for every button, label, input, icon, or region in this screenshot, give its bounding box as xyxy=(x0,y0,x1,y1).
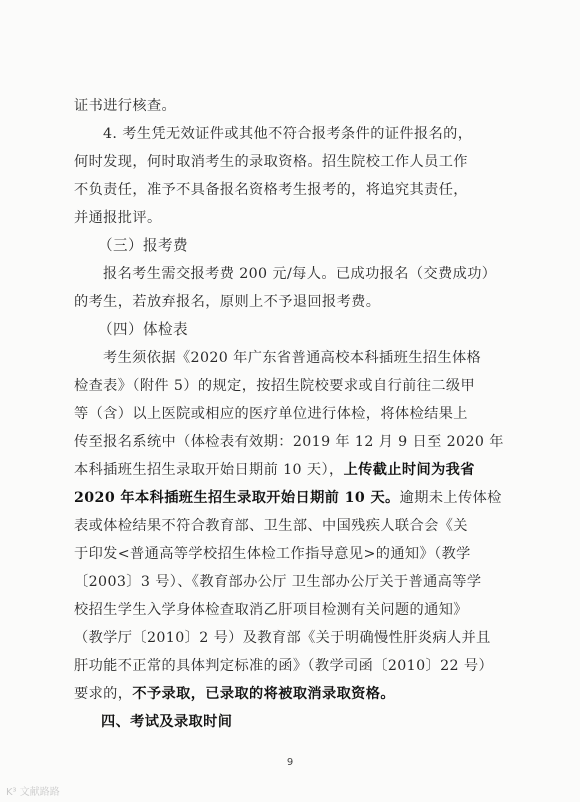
text-line-20: （教学厅〔2010〕2 号）及教育部《关于明确慢性肝炎病人并且 xyxy=(74,630,491,646)
text-line-13: 传至报名系统中（体检表有效期：2019 年 12 月 9 日至 2020 年 xyxy=(74,434,504,450)
page-number: 9 xyxy=(286,757,294,768)
text-line-17: 于印发<普通高等学校招生体检工作指导意见>的通知》（教学 xyxy=(74,546,471,562)
bold-deadline-date: 2020 年本科插班生招生录取开始日期前 10 天。 xyxy=(74,490,400,506)
text-line-16: 表或体检结果不符合教育部、卫生部、中国残疾人联合会《关 xyxy=(74,518,468,534)
watermark: K³ 文献路路 xyxy=(6,787,60,798)
section-heading-medical-form: （四）体检表 xyxy=(98,321,188,338)
text-line-2: 4. 考生凭无效证件或其他不符合报考条件的证件报名的， xyxy=(103,126,473,142)
text-line-12: 等（含）以上医院或相应的医疗单位进行体检，将体检结果上 xyxy=(74,406,468,422)
text-line-8: 的考生，若放弃报名，原则上不予退回报考费。 xyxy=(74,294,381,310)
bold-disqualification-text: 不予录取，已录取的将被取消录取资格。 xyxy=(132,686,395,702)
text-line-1: 证书进行核查。 xyxy=(74,98,177,114)
bold-deadline-text: 上传截止时间为我省 xyxy=(343,462,475,478)
text-line-14: 本科插班生招生录取开始日期前 10 天），上传截止时间为我省 xyxy=(74,462,475,478)
text-line-7: 报名考生需交报考费 200 元/每人。已成功报名（交费成功） xyxy=(103,266,497,282)
text-line-11: 检查表》（附件 5）的规定，按招生院校要求或自行前往二级甲 xyxy=(74,378,476,394)
text-line-15: 2020 年本科插班生招生录取开始日期前 10 天。逾期未上传体检 xyxy=(74,490,502,506)
section-heading-exam-admission: 四、考试及录取时间 xyxy=(101,714,233,730)
text-line-3: 何时发现，何时取消考生的录取资格。招生院校工作人员工作 xyxy=(74,154,468,170)
text-line-18: 〔2003〕3 号）、《教育部办公厅 卫生部办公厅关于普通高等学 xyxy=(74,574,482,590)
text-line-10: 考生须依据《2020 年广东省普通高校本科插班生招生体格 xyxy=(103,350,482,366)
text-line-4: 不负责任，准予不具备报名资格考生报考的，将追究其责任， xyxy=(74,182,468,198)
text-line-19: 校招生学生入学身体检查取消乙肝项目检测有关问题的通知》 xyxy=(74,602,468,618)
text-line-21: 肝功能不正常的具体判定标准的函》（教学司函〔2010〕22 号） xyxy=(74,658,494,674)
section-heading-fee: （三）报考费 xyxy=(98,237,188,254)
text-line-22: 要求的，不予录取，已录取的将被取消录取资格。 xyxy=(74,686,395,702)
text-line-5: 并通报批评。 xyxy=(74,210,162,226)
